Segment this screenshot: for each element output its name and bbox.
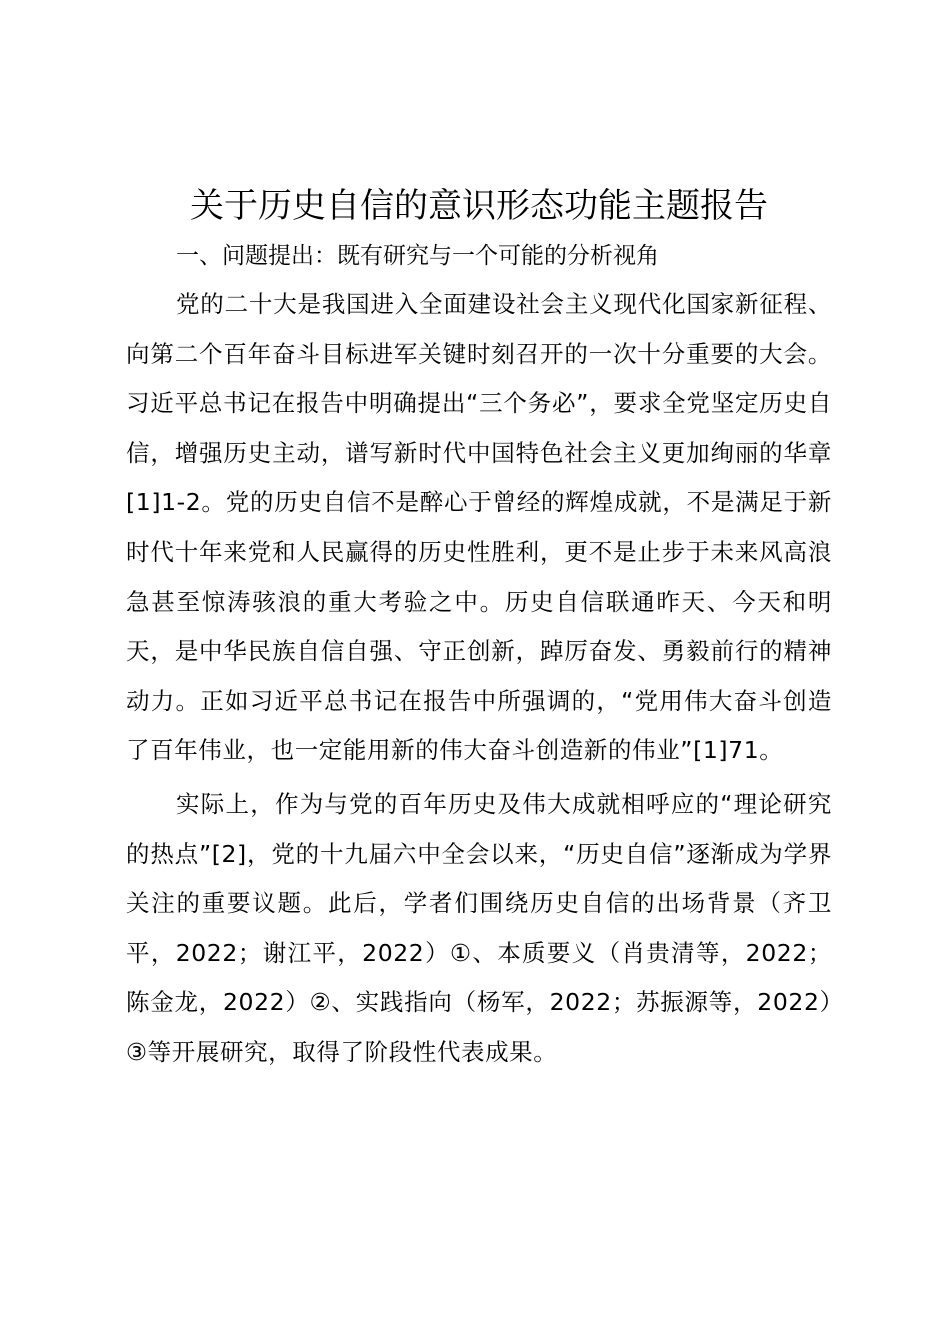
document-page bbox=[126, 180, 832, 1078]
section-heading: 一、问题提出：既有研究与一个可能的分析视角 bbox=[176, 243, 659, 269]
body-paragraph-1: 党的二十大是我国进入全面建设社会主义现代化国家新征程、向第二个百年奋斗目标进军关键时刻召开的一次十分重要的大会。习近平总书记在报告中明确提出“三个务必”，要求全党坚定历史自信，增强历史主动，谱写新时代中国特色社会主义更加绚丽的华章[1]1-2。党的历史自信不是醉心于曾经的辉煌成就，不是满足于新时代十年来党和人民赢得的历史性胜利，更不是止步于未来风高浪急甚至惊涛骇浪的重大考验之中。历史自信联通昨天、今天和明天，是中华民族自信自强、守正创新，踔厉奋发、勇毅前行的精神动力。正如习近平总书记在报告中所强调的，“党用伟大奋斗创造了百年伟业，也一定能用新的伟大奋斗创造新的伟业”[1]71。 bbox=[126, 290, 832, 765]
body-paragraph-2: 实际上，作为与党的百年历史及伟大成就相呼应的“理论研究的热点”[2]，党的十九届六中全会以来，“历史自信”逐渐成为学界关注的重要议题。此后，学者们围绕历史自信的出场背景（齐卫平，2022；谢江平，2022）①、本质要义（肖贵清等，2022；陈金龙，2022）②、实践指向（杨军，2022；苏振源等，2022）③等开展研究，取得了阶段性代表成果。 bbox=[126, 789, 832, 1066]
document-title: 关于历史自信的意识形态功能主题报告 bbox=[190, 186, 768, 226]
